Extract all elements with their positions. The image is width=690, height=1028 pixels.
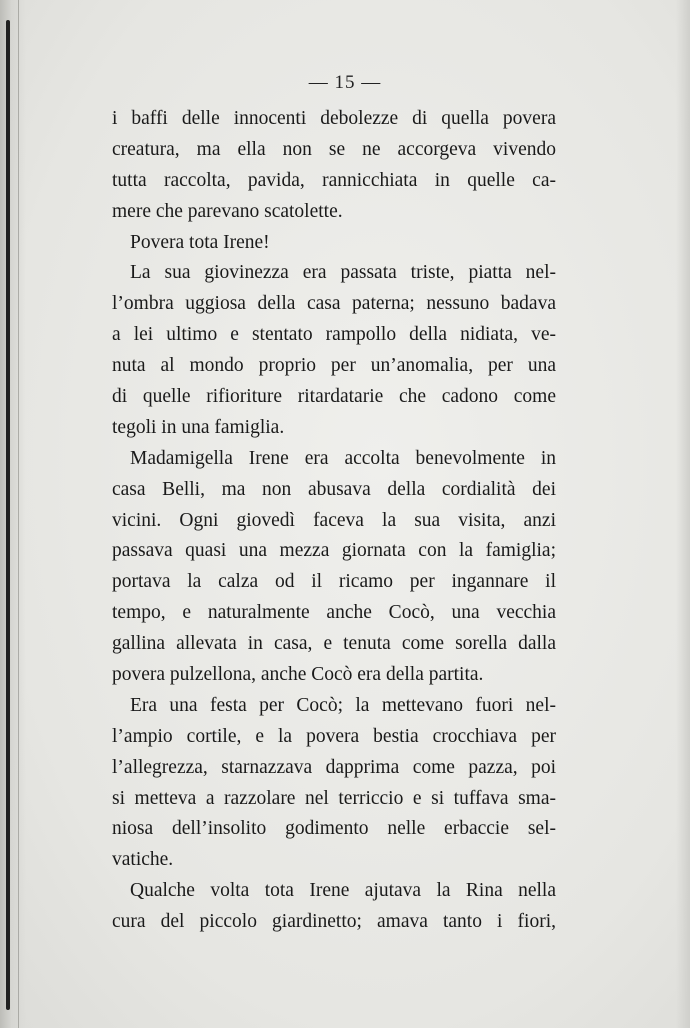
text-line: i baffi delle innocenti debolezze di quella povera [112, 108, 556, 129]
text-line: a lei ultimo e stentato rampollo della nidiata, ve- [112, 324, 556, 346]
text-line: nuta al mondo proprio per un’anomalia, per una [112, 355, 556, 377]
text-line: l’ombra uggiosa della casa paterna; nessuno badava [112, 293, 556, 315]
text-line: creatura, ma ella non se ne accorgeva vivendo [112, 138, 556, 160]
text-line: casa Belli, ma non abusava della cordialità dei [112, 478, 556, 500]
page-number: — 15 — [308, 72, 382, 93]
text-line: Era una festa per Cocò; la mettevano fuori nel- [130, 694, 556, 716]
text-line: cura del piccolo giardinetto; amava tanto i fiori, [112, 911, 556, 933]
text-line: vicini. Ogni giovedì faceva la sua visita, anzi [112, 509, 556, 531]
binding-gutter [0, 0, 26, 1028]
text-line: tutta raccolta, pavida, rannicchiata in quelle ca- [112, 169, 556, 191]
page-edge-shadow [676, 0, 690, 1028]
text-line: l’allegrezza, starnazzava dapprima come pazza, poi [112, 756, 556, 778]
text-line: mere che parevano scatolette. [112, 200, 343, 222]
text-line: si metteva a razzolare nel terriccio e si tuffava sma- [112, 787, 556, 809]
text-line: La sua giovinezza era passata triste, piatta nel- [130, 262, 556, 284]
text-line: povera pulzellona, anche Cocò era della partita. [112, 664, 484, 686]
text-line: Povera tota Irene! [130, 231, 270, 253]
text-line: portava la calza od il ricamo per ingannare il [112, 571, 556, 593]
text-line: passava quasi una mezza giornata con la famiglia; [112, 540, 556, 562]
text-line: tempo, e naturalmente anche Cocò, una vecchia [112, 602, 556, 624]
text-line: niosa dell’insolito godimento nelle erbaccie sel- [112, 818, 556, 840]
text-line: vatiche. [112, 849, 174, 871]
binding-fold-line [18, 0, 19, 1028]
body-text [112, 104, 556, 938]
text-line: l’ampio cortile, e la povera bestia crocchiava per [112, 725, 556, 747]
text-line: gallina allevata in casa, e tenuta come sorella dalla [112, 633, 556, 655]
text-line: Madamigella Irene era accolta benevolmente in [130, 447, 556, 469]
binding-edge-line [6, 20, 10, 1010]
text-line: tegoli in una famiglia. [112, 416, 285, 438]
text-line: di quelle rifioriture ritardatarie che cadono come [112, 386, 556, 408]
text-line: Qualche volta tota Irene ajutava la Rina nella [130, 880, 556, 902]
